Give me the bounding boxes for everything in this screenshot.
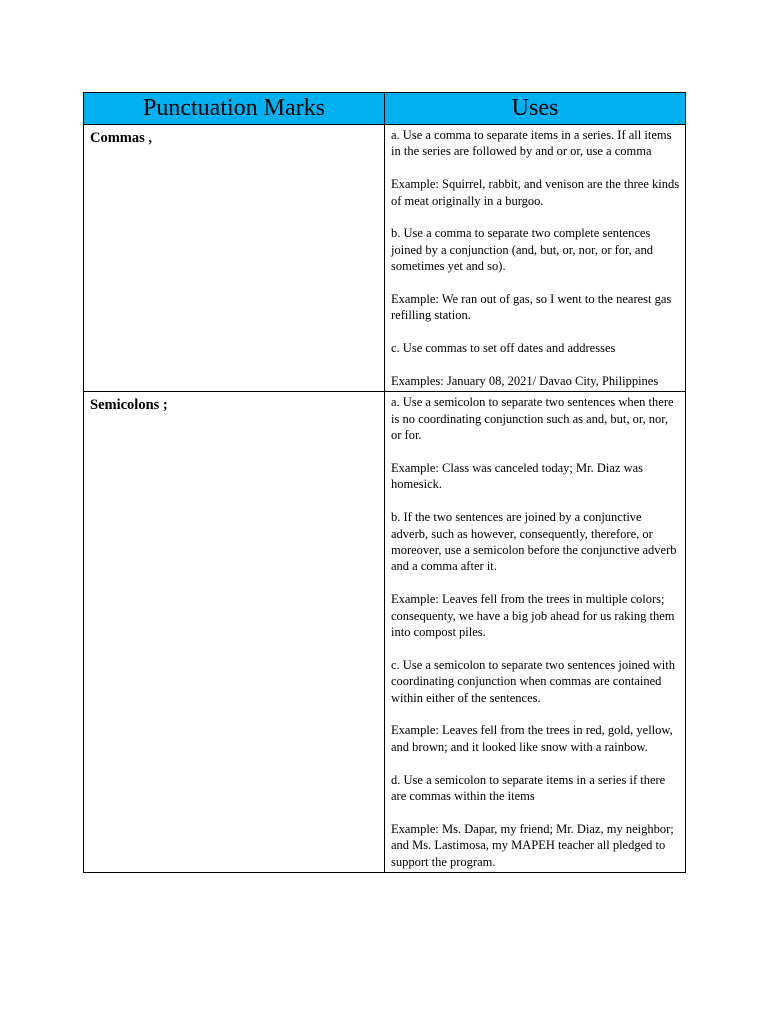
mark-name-commas: Commas , — [90, 130, 153, 146]
table-header-row — [84, 93, 686, 125]
use-example: Example: Squirrel, rabbit, and venison are the three kinds of meat originally in a burgoo. — [391, 177, 680, 208]
use-example: Examples: January 08, 2021/ Davao City, Philippines — [391, 374, 659, 389]
mark-name-semicolons: Semicolons ; — [90, 397, 168, 414]
use-rule: a. Use a semicolon to separate two sentences when there is no coordinating conjunction such as and, but, or, nor, or for. — [391, 395, 674, 443]
use-example: Example: We ran out of gas, so I went to the nearest gas refilling station. — [391, 292, 672, 323]
use-rule: d. Use a semicolon to separate items in a series if there are commas within the items — [391, 772, 666, 804]
table-row-semicolons — [84, 392, 686, 873]
use-rule: b. Use a comma to separate two complete sentences joined by a conjunction (and, but, or, nor, or for, and sometimes yet and so). — [391, 226, 653, 274]
use-rule: c. Use a semicolon to separate two sentences joined with coordinating conjunction when commas are contained within either of the sentences. — [391, 657, 675, 705]
use-example: Example: Class was canceled today; Mr. Diaz was homesick. — [391, 461, 644, 492]
use-rule: a. Use a comma to separate items in a series. If all items in the series are followed by and or or, use a comma — [391, 128, 672, 159]
use-example: Example: Ms. Dapar, my friend; Mr. Diaz, my neighbor; and Ms. Lastimosa, my MAPEH teacher all pledged to support the program. — [391, 821, 674, 869]
uses-cell — [385, 392, 686, 873]
table-row-commas — [84, 125, 686, 392]
use-example: Example: Leaves fell from the trees in multiple colors; consequenty, we have a big job ahead for us raking them into compost piles. — [391, 592, 675, 640]
use-example: Example: Leaves fell from the trees in red, gold, yellow, and brown; and it looked like snow with a rainbow. — [391, 723, 673, 754]
header-uses: Uses — [385, 93, 686, 125]
header-punctuation-marks: Punctuation Marks — [84, 93, 385, 125]
use-rule: c. Use commas to set off dates and addresses — [391, 341, 616, 356]
mark-cell — [84, 125, 385, 392]
uses-cell — [385, 125, 686, 392]
punctuation-table — [83, 92, 686, 873]
mark-cell — [84, 392, 385, 873]
use-rule: b. If the two sentences are joined by a conjunctive adverb, such as however, consequently, therefore, or moreover, use a semicolon before the conjunctive adverb and a comma after it. — [391, 510, 677, 574]
